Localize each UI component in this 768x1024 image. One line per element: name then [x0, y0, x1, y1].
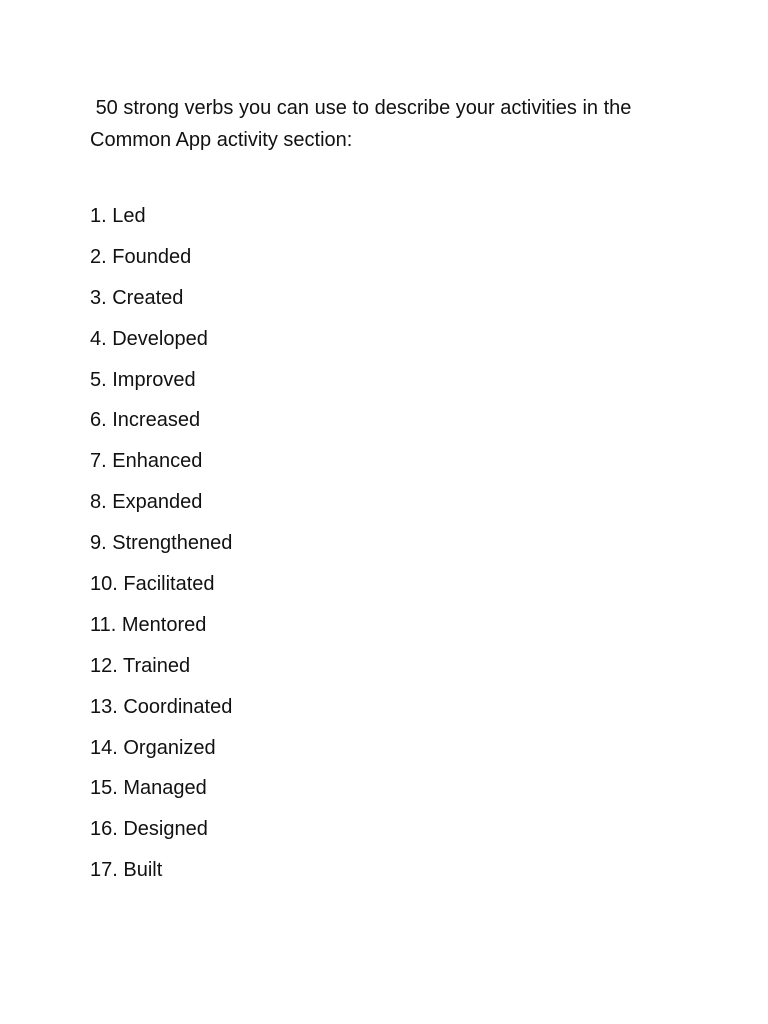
list-item: 16. Designed [90, 818, 208, 841]
list-item: 4. Developed [90, 327, 208, 350]
list-item: 12. Trained [90, 654, 191, 677]
list-item: 3. Created [90, 286, 184, 309]
list-item: 10. Facilitated [90, 573, 215, 596]
list-item: 2. Founded [90, 245, 192, 268]
list-item: 6. Increased [90, 409, 201, 432]
list-item: 17. Built [90, 859, 163, 882]
list-item: 13. Coordinated [90, 695, 233, 718]
list-item: 7. Enhanced [90, 450, 203, 473]
list-item: 14. Organized [90, 736, 216, 759]
verb-list [90, 204, 232, 899]
list-item: 5. Improved [90, 368, 196, 391]
list-item: 11. Mentored [90, 613, 207, 636]
list-item: 9. Strengthened [90, 532, 233, 555]
list-item: 8. Expanded [90, 491, 203, 514]
intro-paragraph: 50 strong verbs you can use to describe your activities in the Common App activity section: [90, 97, 637, 151]
list-item: 15. Managed [90, 777, 207, 800]
list-item: 1. Led [90, 205, 146, 227]
